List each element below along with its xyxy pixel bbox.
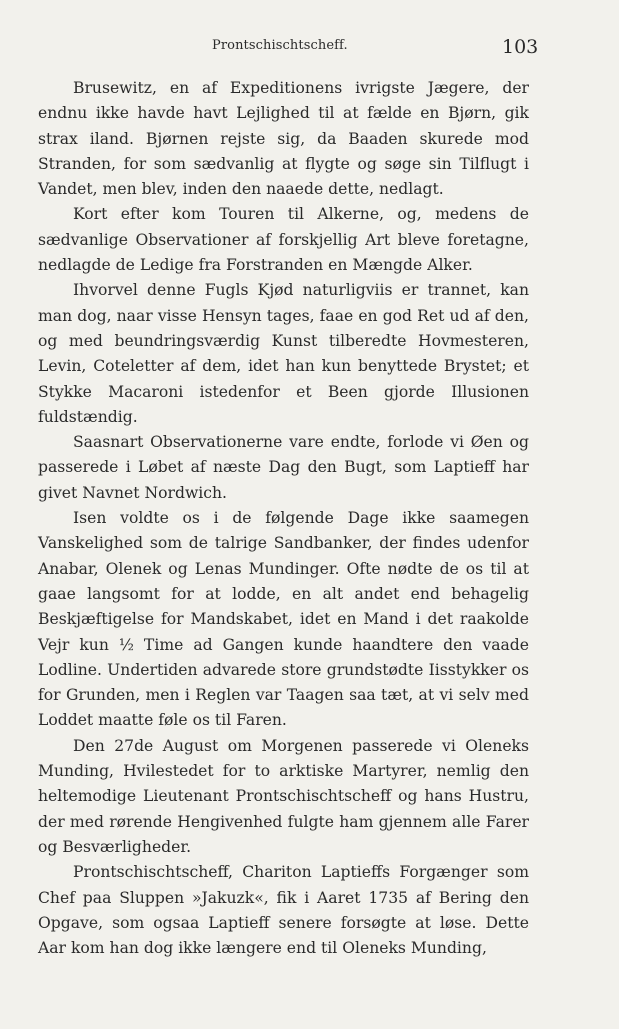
paragraph: Brusewitz, en af Expeditionens ivrigste Jægere, der endnu ikke havde havt Lejlighed til at fælde en Bjørn, gik strax iland. Bjørnen rejste sig, da Baaden skurede mod Stranden, for som sædvanlig at flygte og søge sin Tilflugt i Vandet, men blev, inden den naaede dette, nedlagt. [38, 79, 529, 199]
page-number: 103 [502, 36, 539, 58]
paragraph: Ihvorvel denne Fugls Kjød naturligviis er trannet, kan man dog, naar visse Hensyn tages, faae en god Ret ud af den, og med beundringsværdig Kunst tilberedte Hovmesteren, Levin, Coteletter af dem, idet han kun benyttede Brystet; et Stykke Macaroni istedenfor et Been gjorde Illusionen fuldstændig. [38, 281, 529, 426]
body-text [38, 76, 529, 961]
paragraph: Saasnart Observationerne vare endte, forlode vi Øen og passerede i Løbet af næste Dag den Bugt, som Laptieff har givet Navnet Nordwich. [38, 433, 529, 502]
paragraph: Kort efter kom Touren til Alkerne, og, medens de sædvanlige Observationer af forskjellig Art bleve foretagne, nedlagde de Ledige fra Forstranden en Mængde Alker. [38, 205, 529, 275]
running-title: Prontschischtscheff. [212, 38, 348, 53]
paragraph: Isen voldte os i de følgende Dage ikke saamegen Vanskelighed som de talrige Sandbanker, der findes udenfor Anabar, Olenek og Lenas Mundinger. Ofte nødte de os til at gaae langsomt for at lodde, en alt andet end behagelig Beskjæftigelse for Mandskabet, idet en Mand i det raakolde Vejr kun ½ Time ad Gangen kunde haandtere den vaade Lodline. Undertiden advarede store grundstødte Iisstykker os for Grunden, men i Reglen var Taagen saa tæt, at vi selv med Loddet maatte føle os til Faren. [38, 509, 529, 730]
paragraph: Prontschischtscheff, Chariton Laptieffs Forgænger som Chef paa Sluppen »Jakuzk«, fik i Aaret 1735 af Bering den Opgave, som ogsaa Laptieff senere forsøgte at løse. Dette Aar kom han dog ikke længere end til Oleneks Munding, [38, 863, 529, 958]
running-head [0, 36, 619, 60]
paragraph: Den 27de August om Morgenen passerede vi Oleneks Munding, Hvilestedet for to arktiske Martyrer, nemlig den heltemodige Lieutenant Prontschischtscheff og hans Hustru, der med rørende Hengivenhed fulgte ham gjennem alle Farer og Besværligheder. [38, 736, 529, 856]
